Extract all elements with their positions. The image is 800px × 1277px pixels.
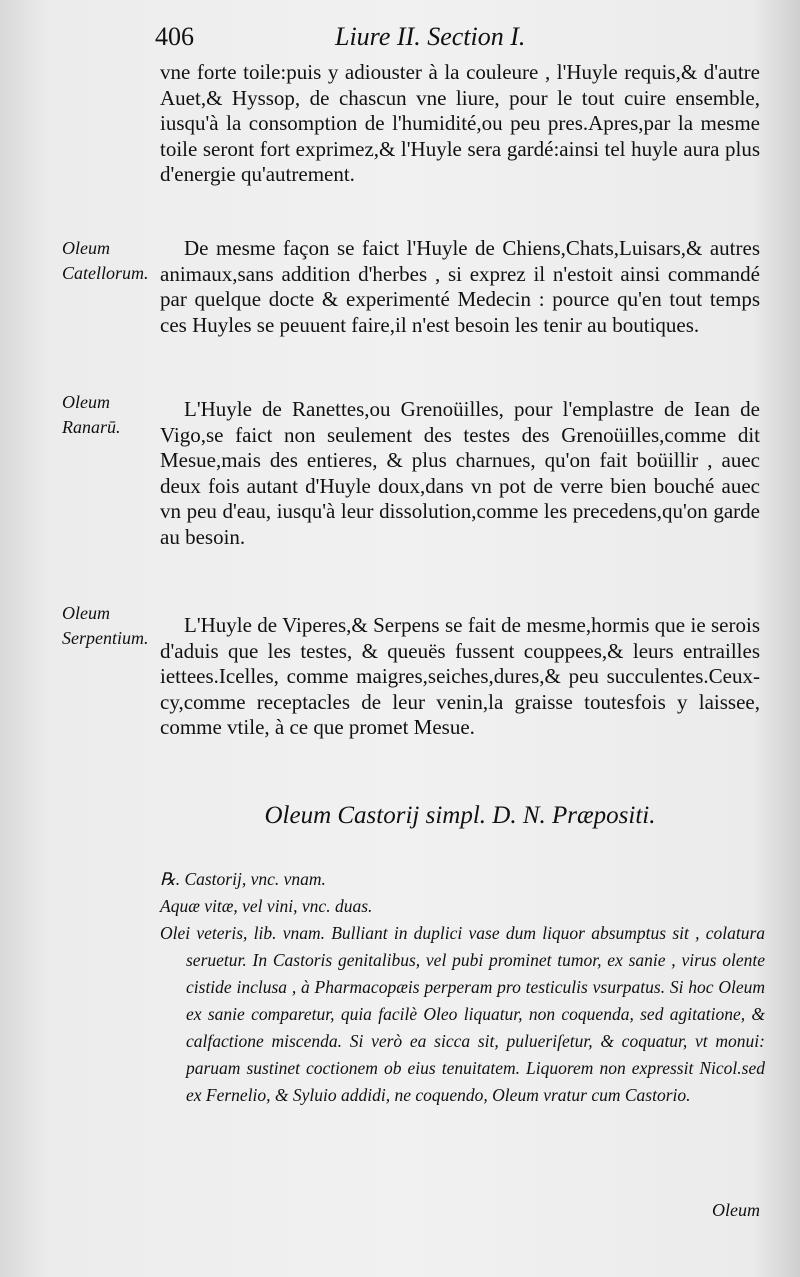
catchword: Oleum xyxy=(712,1200,760,1220)
running-head xyxy=(155,22,755,56)
recipe-heading: Oleum Castorij simpl. D. N. Præpositi. xyxy=(264,802,656,829)
running-title: Liure II. Section I. xyxy=(335,22,526,51)
margin-note-ranarum: Oleum Ranarū. xyxy=(62,392,121,437)
paragraph-continued: vne forte toile:puis y adiouster à la couleure , l'Huyle requis,& d'autre Auet,& Hyssop, de chascun vne liure, pour le tout cuire ensemble, iusqu'à la consomption de l'humidité,ou peu pres.Apres,par la mesme toile seront fort exprimez,& l'Huyle sera gardé:ainsi tel huyle aura plus d'energie qu'autrement. xyxy=(160,60,760,186)
body-text xyxy=(160,60,760,741)
margin-note-catellorum: Oleum Catellorum. xyxy=(62,238,149,283)
paragraph-vipers: L'Huyle de Viperes,& Serpens se fait de mesme,hormis que ie serois d'aduis que les testes, & queuës fussent couppees,& leurs entrailles iettees.Icelles, comme maigres,seiches,dures,& peu succulentes.Ceux-cy,comme receptacles de leur venin,la graisse toutesfois y laissee, comme vtile, à ce que promet Mesue. xyxy=(160,613,760,739)
recipe-line: Aquæ vitæ, vel vini, vnc. duas. xyxy=(160,896,373,916)
page-number: 406 xyxy=(155,22,194,51)
paragraph-frogs: L'Huyle de Ranettes,ou Grenoüilles, pour l'emplastre de Iean de Vigo,se faict non seulement des testes des Grenoüilles,comme dit Mesue,mais des entieres, & plus charnues, qu'on fait boüillir , auec deux fois autant d'Huyle doux,dans vn pot de verre bien bouché auec vn peu d'eau, iusqu'à leur dissolution,comme les precedens,qu'on garde au besoin. xyxy=(160,397,760,549)
recipe-block xyxy=(160,866,765,1109)
recipe-line: ℞. Castorij, vnc. vnam. xyxy=(160,869,326,889)
recipe-line: Olei veteris, lib. vnam. Bulliant in duplici vase dum liquor absumptus sit , colatura seruetur. In Castoris genitalibus, vel pubi prominet tumor, ex sanie , virus olente cistide inclusa , à Pharmacopæis perperam pro testiculis vsurpatus. Si hoc Oleum ex sanie comparetur, quia facilè Oleo liquatur, non coquenda, sed agitatione, & calfactione miscenda. Si verò ea sicca sit, pulueriſetur, & coquatur, vt monui: paruam sustinet coctionem ob eius tenuitatem. Liquorem non expressit Nicol.sed ex Fernelio, & Syluio addidi, ne coquendo, Oleum vratur cum Castorio. xyxy=(160,923,765,1105)
paragraph-dogs-cats: De mesme façon se faict l'Huyle de Chiens,Chats,Luisars,& autres animaux,sans addition d'herbes , si exprez il n'estoit ainsi commandé par quelque docte & experimenté Medecin : pource qu'en tout temps ces Huyles se peuuent faire,il n'est besoin les tenir au boutiques. xyxy=(160,236,760,337)
margin-note-serpentium: Oleum Serpentium. xyxy=(62,603,149,648)
